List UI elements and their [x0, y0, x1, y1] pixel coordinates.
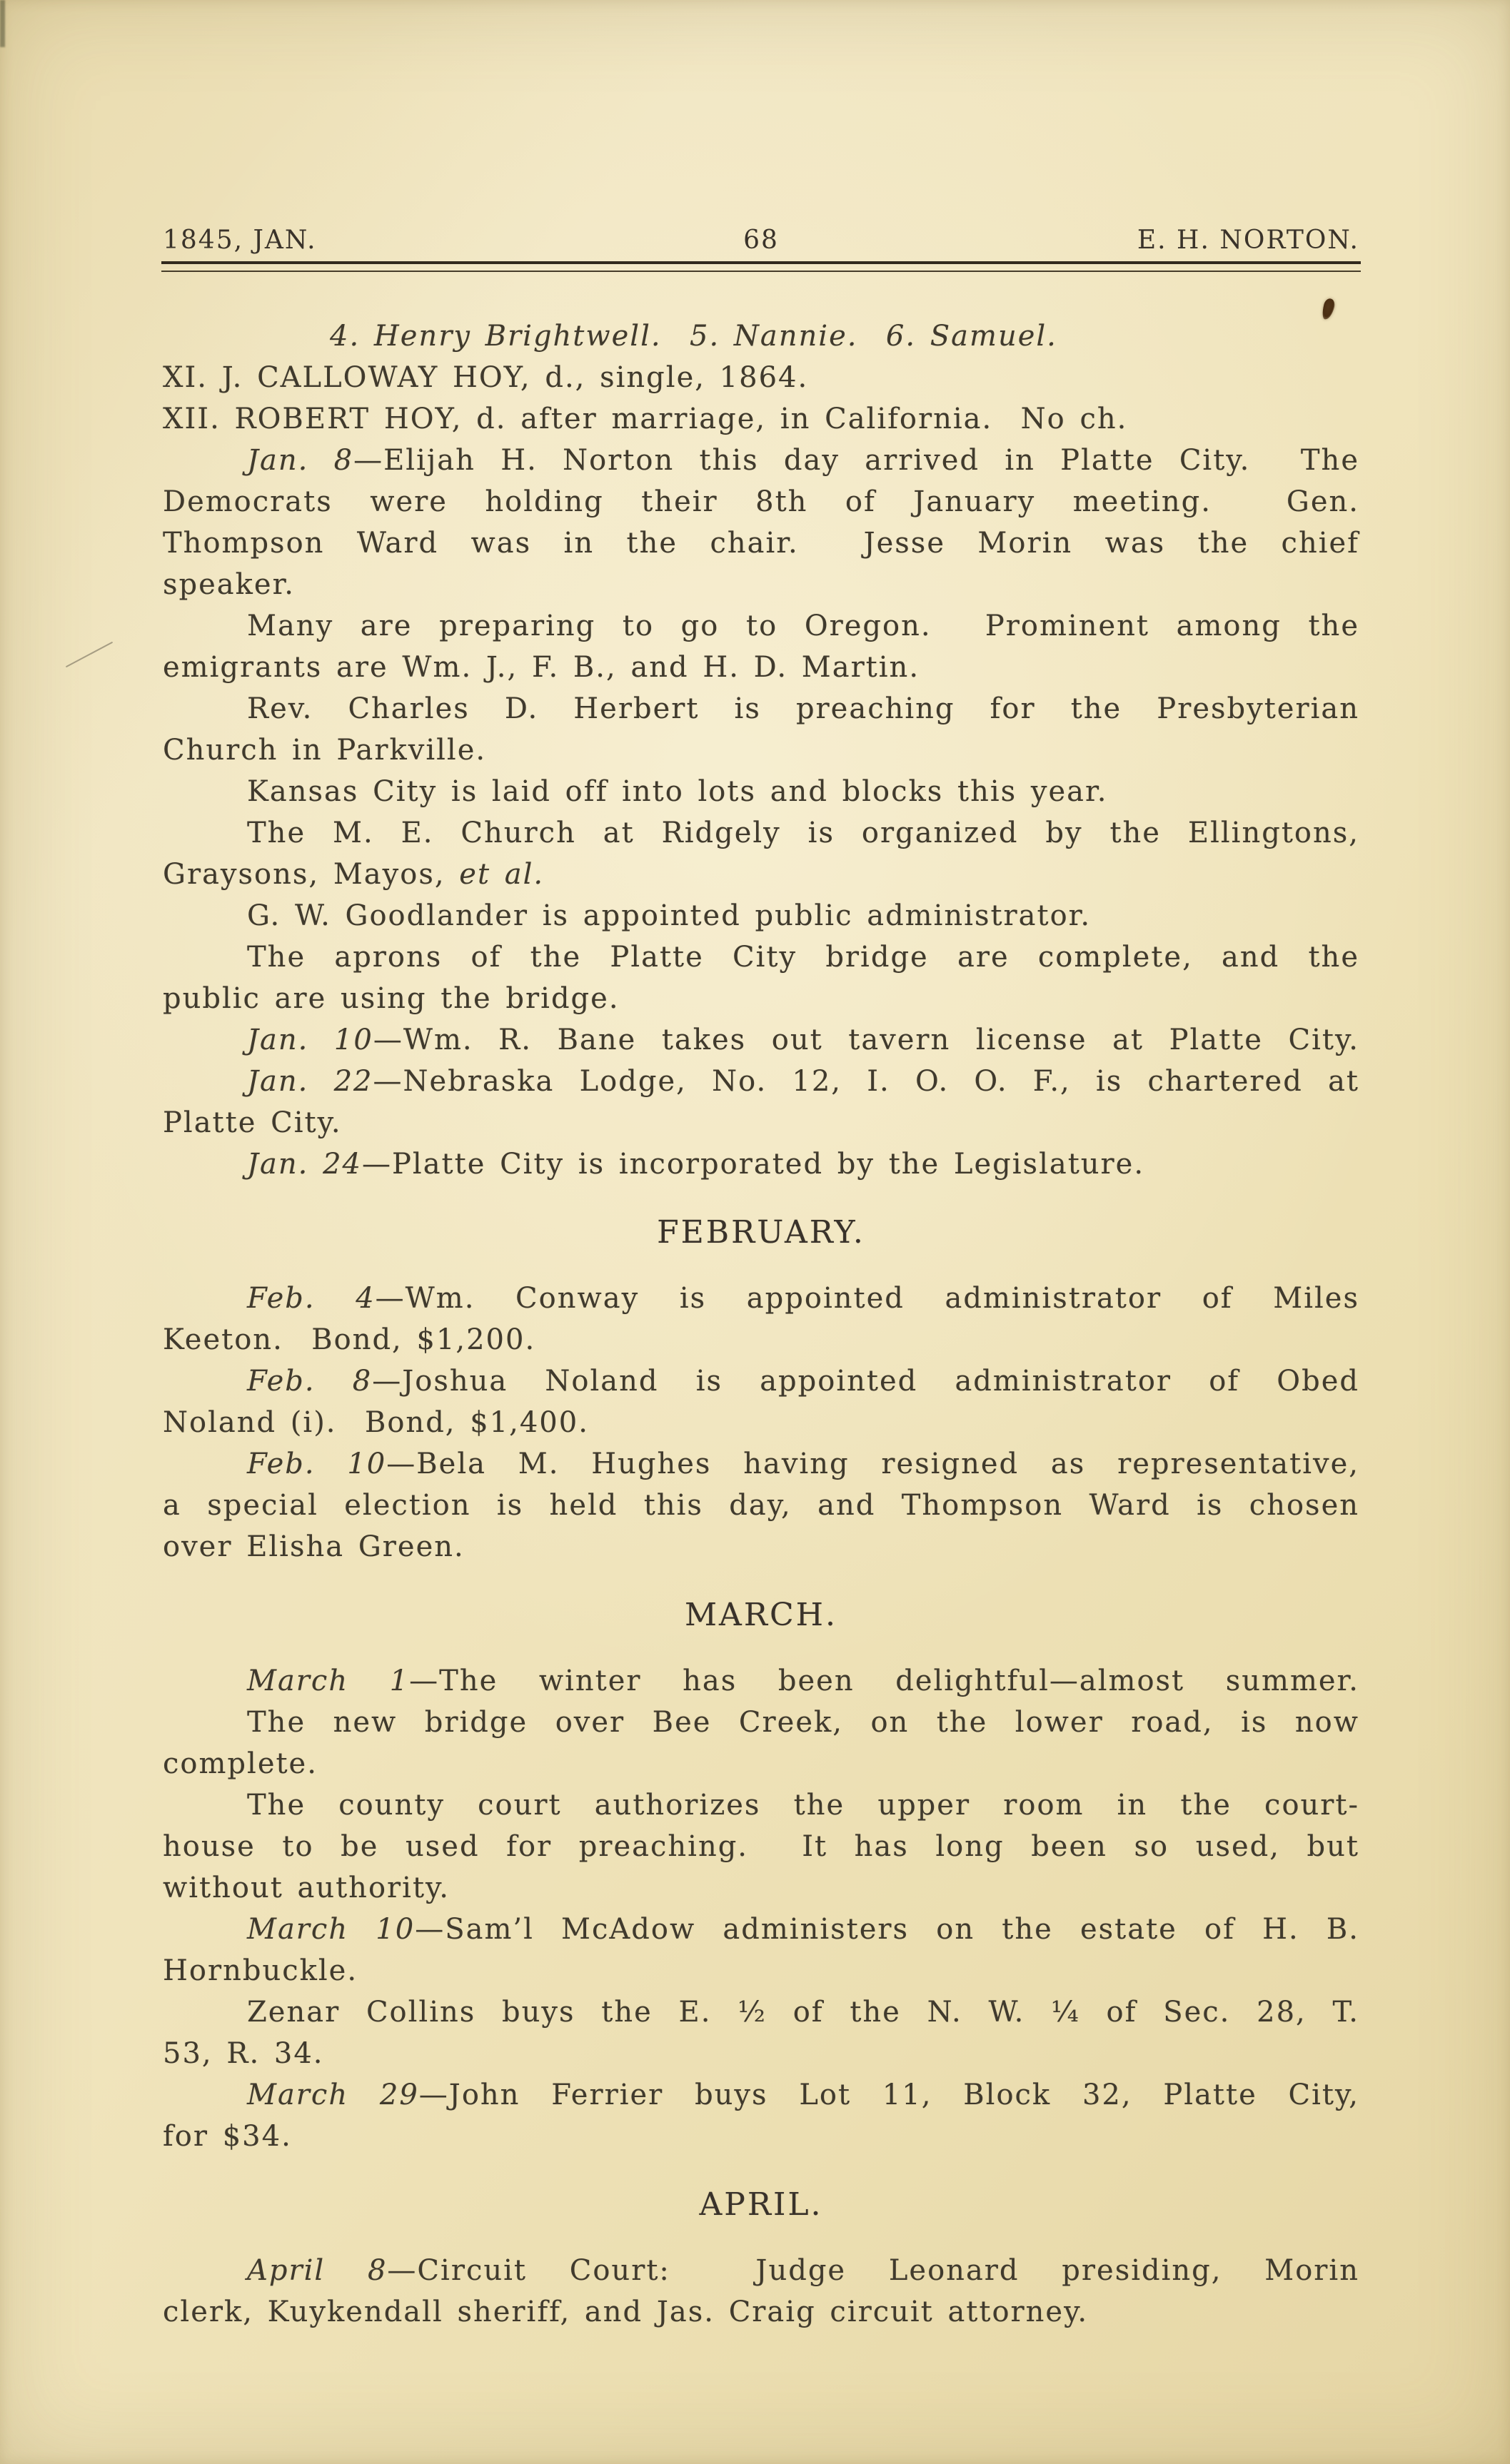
text-line — [163, 647, 1359, 688]
text-segment: XI. J. CALLOWAY HOY, d., single, 1864. — [163, 361, 809, 394]
text-segment: —Sam’l McAdow administers on the estate of H. B. — [415, 1913, 1360, 1946]
italic-text-segment: 4. Henry Brightwell. 5. Nannie. 6. Samuel. — [330, 320, 1057, 353]
text-line — [163, 1278, 1359, 1319]
italic-text-segment: Jan. 24 — [247, 1148, 362, 1181]
italic-text-segment: Jan. 22 — [247, 1065, 373, 1098]
text-line — [163, 1867, 1359, 1909]
text-line — [163, 1360, 1359, 1402]
text-line — [163, 812, 1359, 854]
text-line — [163, 2250, 1359, 2291]
text-segment: G. W. Goodlander is appointed public administrator. — [247, 899, 1092, 932]
text-line — [163, 2074, 1359, 2116]
text-segment: 53, R. 34. — [163, 2037, 324, 2070]
text-line — [163, 895, 1359, 936]
text-segment: —John Ferrier buys Lot 11, Block 32, Platte City, — [418, 2079, 1359, 2111]
italic-text-segment: March 29 — [247, 2079, 419, 2111]
text-line — [163, 1102, 1359, 1143]
text-segment: Platte City. — [163, 1106, 342, 1139]
italic-text-segment: March 10 — [247, 1913, 416, 1946]
text-segment: The new bridge over Bee Creek, on the lower road, is now — [247, 1706, 1359, 1739]
text-segment: public are using the bridge. — [163, 982, 620, 1015]
text-line — [163, 1909, 1359, 1950]
italic-text-segment: et al. — [459, 858, 545, 891]
text-line — [163, 854, 1359, 895]
text-line — [163, 771, 1359, 812]
text-line — [163, 1443, 1359, 1485]
text-segment: Hornbuckle. — [163, 1954, 358, 1987]
text-line — [163, 398, 1359, 440]
text-line — [163, 605, 1359, 647]
text-segment: —Bela M. Hughes having resigned as representative, — [386, 1448, 1359, 1480]
text-line — [163, 1991, 1359, 2033]
text-segment: —The winter has been delightful—almost summer. — [409, 1665, 1359, 1697]
text-segment: —Wm. Conway is appointed administrator of Miles — [375, 1282, 1359, 1315]
text-segment: Noland (i). Bond, $1,400. — [163, 1406, 589, 1439]
text-segment: —Platte City is incorporated by the Legislature. — [361, 1148, 1145, 1181]
text-line — [163, 2291, 1359, 2333]
text-line — [163, 1784, 1359, 1826]
text-segment: The county court authorizes the upper room in the court- — [247, 1789, 1359, 1822]
italic-text-segment: April 8 — [247, 2254, 388, 2287]
text-segment: —Wm. R. Bane takes out tavern license at Platte City. — [373, 1024, 1359, 1056]
text-segment: without authority. — [163, 1872, 451, 1904]
text-segment: The M. E. Church at Ridgely is organized by the Ellingtons, — [247, 817, 1359, 849]
text-segment: Rev. Charles D. Herbert is preaching for the Presbyterian — [247, 692, 1359, 725]
text-line — [163, 564, 1359, 605]
text-segment: a special election is held this day, and Thompson Ward is chosen — [163, 1489, 1359, 1522]
text-line — [163, 978, 1359, 1019]
italic-text-segment: March 1 — [247, 1665, 410, 1697]
text-segment: complete. — [163, 1747, 318, 1780]
italic-text-segment: Feb. 4 — [247, 1282, 376, 1315]
italic-text-segment: Jan. 10 — [247, 1024, 373, 1056]
text-segment: The aprons of the Platte City bridge are complete, and the — [247, 941, 1359, 974]
text-line — [163, 2116, 1359, 2157]
text-line — [163, 1826, 1359, 1867]
text-segment: Many are preparing to go to Oregon. Prominent among the — [247, 610, 1359, 642]
text-segment: Thompson Ward was in the chair. Jesse Morin was the chief — [163, 527, 1359, 560]
text-line — [163, 357, 1359, 398]
text-segment: emigrants are Wm. J., F. B., and H. D. Martin. — [163, 651, 920, 684]
text-line — [163, 522, 1359, 564]
month-heading: FEBRUARY. — [657, 1214, 865, 1251]
text-segment: for $34. — [163, 2120, 292, 2153]
text-line — [163, 1526, 1359, 1567]
text-segment: Church in Parkville. — [163, 734, 487, 767]
month-heading: APRIL. — [699, 2186, 823, 2223]
text-line — [163, 1743, 1359, 1784]
text-segment: speaker. — [163, 568, 296, 601]
page-number: 68 — [743, 226, 779, 255]
text-line — [163, 729, 1359, 771]
text-line — [163, 315, 1359, 357]
scan-edge-shadow — [0, 0, 5, 47]
italic-text-segment: Jan. 8 — [247, 444, 354, 477]
text-segment: over Elisha Green. — [163, 1530, 465, 1563]
text-line — [163, 1660, 1359, 1702]
text-line — [163, 1402, 1359, 1443]
text-line — [163, 936, 1359, 978]
text-line — [163, 440, 1359, 481]
italic-text-segment: Feb. 10 — [247, 1448, 387, 1480]
text-line — [163, 1319, 1359, 1360]
text-segment: clerk, Kuykendall sheriff, and Jas. Craig circuit attorney. — [163, 2296, 1089, 2328]
running-head-author: E. H. NORTON. — [1137, 226, 1359, 255]
running-head — [163, 226, 1359, 255]
text-segment: Keeton. Bond, $1,200. — [163, 1323, 536, 1356]
text-line — [163, 2033, 1359, 2074]
text-line — [163, 1143, 1359, 1185]
text-segment: —Elijah H. Norton this day arrived in Platte City. The — [353, 444, 1359, 477]
italic-text-segment: Feb. 8 — [247, 1365, 373, 1398]
text-line — [163, 1485, 1359, 1526]
text-segment: XII. ROBERT HOY, d. after marriage, in California. No ch. — [163, 403, 1128, 435]
text-line — [163, 1061, 1359, 1102]
text-segment: Zenar Collins buys the E. ½ of the N. W. ¼ of Sec. 28, T. — [247, 1996, 1359, 2029]
text-segment: —Nebraska Lodge, No. 12, I. O. O. F., is chartered at — [373, 1065, 1359, 1098]
running-head-date: 1845, JAN. — [163, 226, 317, 255]
text-segment: Democrats were holding their 8th of January meeting. Gen. — [163, 485, 1359, 518]
text-segment: Graysons, Mayos, — [163, 858, 460, 891]
text-line — [163, 481, 1359, 522]
page-text — [163, 315, 1359, 2333]
text-segment: —Joshua Noland is appointed administrator of Obed — [372, 1365, 1359, 1398]
text-segment: house to be used for preaching. It has long been so used, but — [163, 1830, 1359, 1863]
header-rule — [161, 261, 1361, 272]
text-line — [163, 1019, 1359, 1061]
pencil-scratch-mark — [66, 642, 113, 668]
text-line — [163, 688, 1359, 729]
month-heading: MARCH. — [685, 1597, 837, 1633]
text-segment: Kansas City is laid off into lots and blocks this year. — [247, 775, 1108, 808]
text-line — [163, 1950, 1359, 1991]
text-segment: —Circuit Court: Judge Leonard presiding, Morin — [387, 2254, 1359, 2287]
text-line — [163, 1702, 1359, 1743]
